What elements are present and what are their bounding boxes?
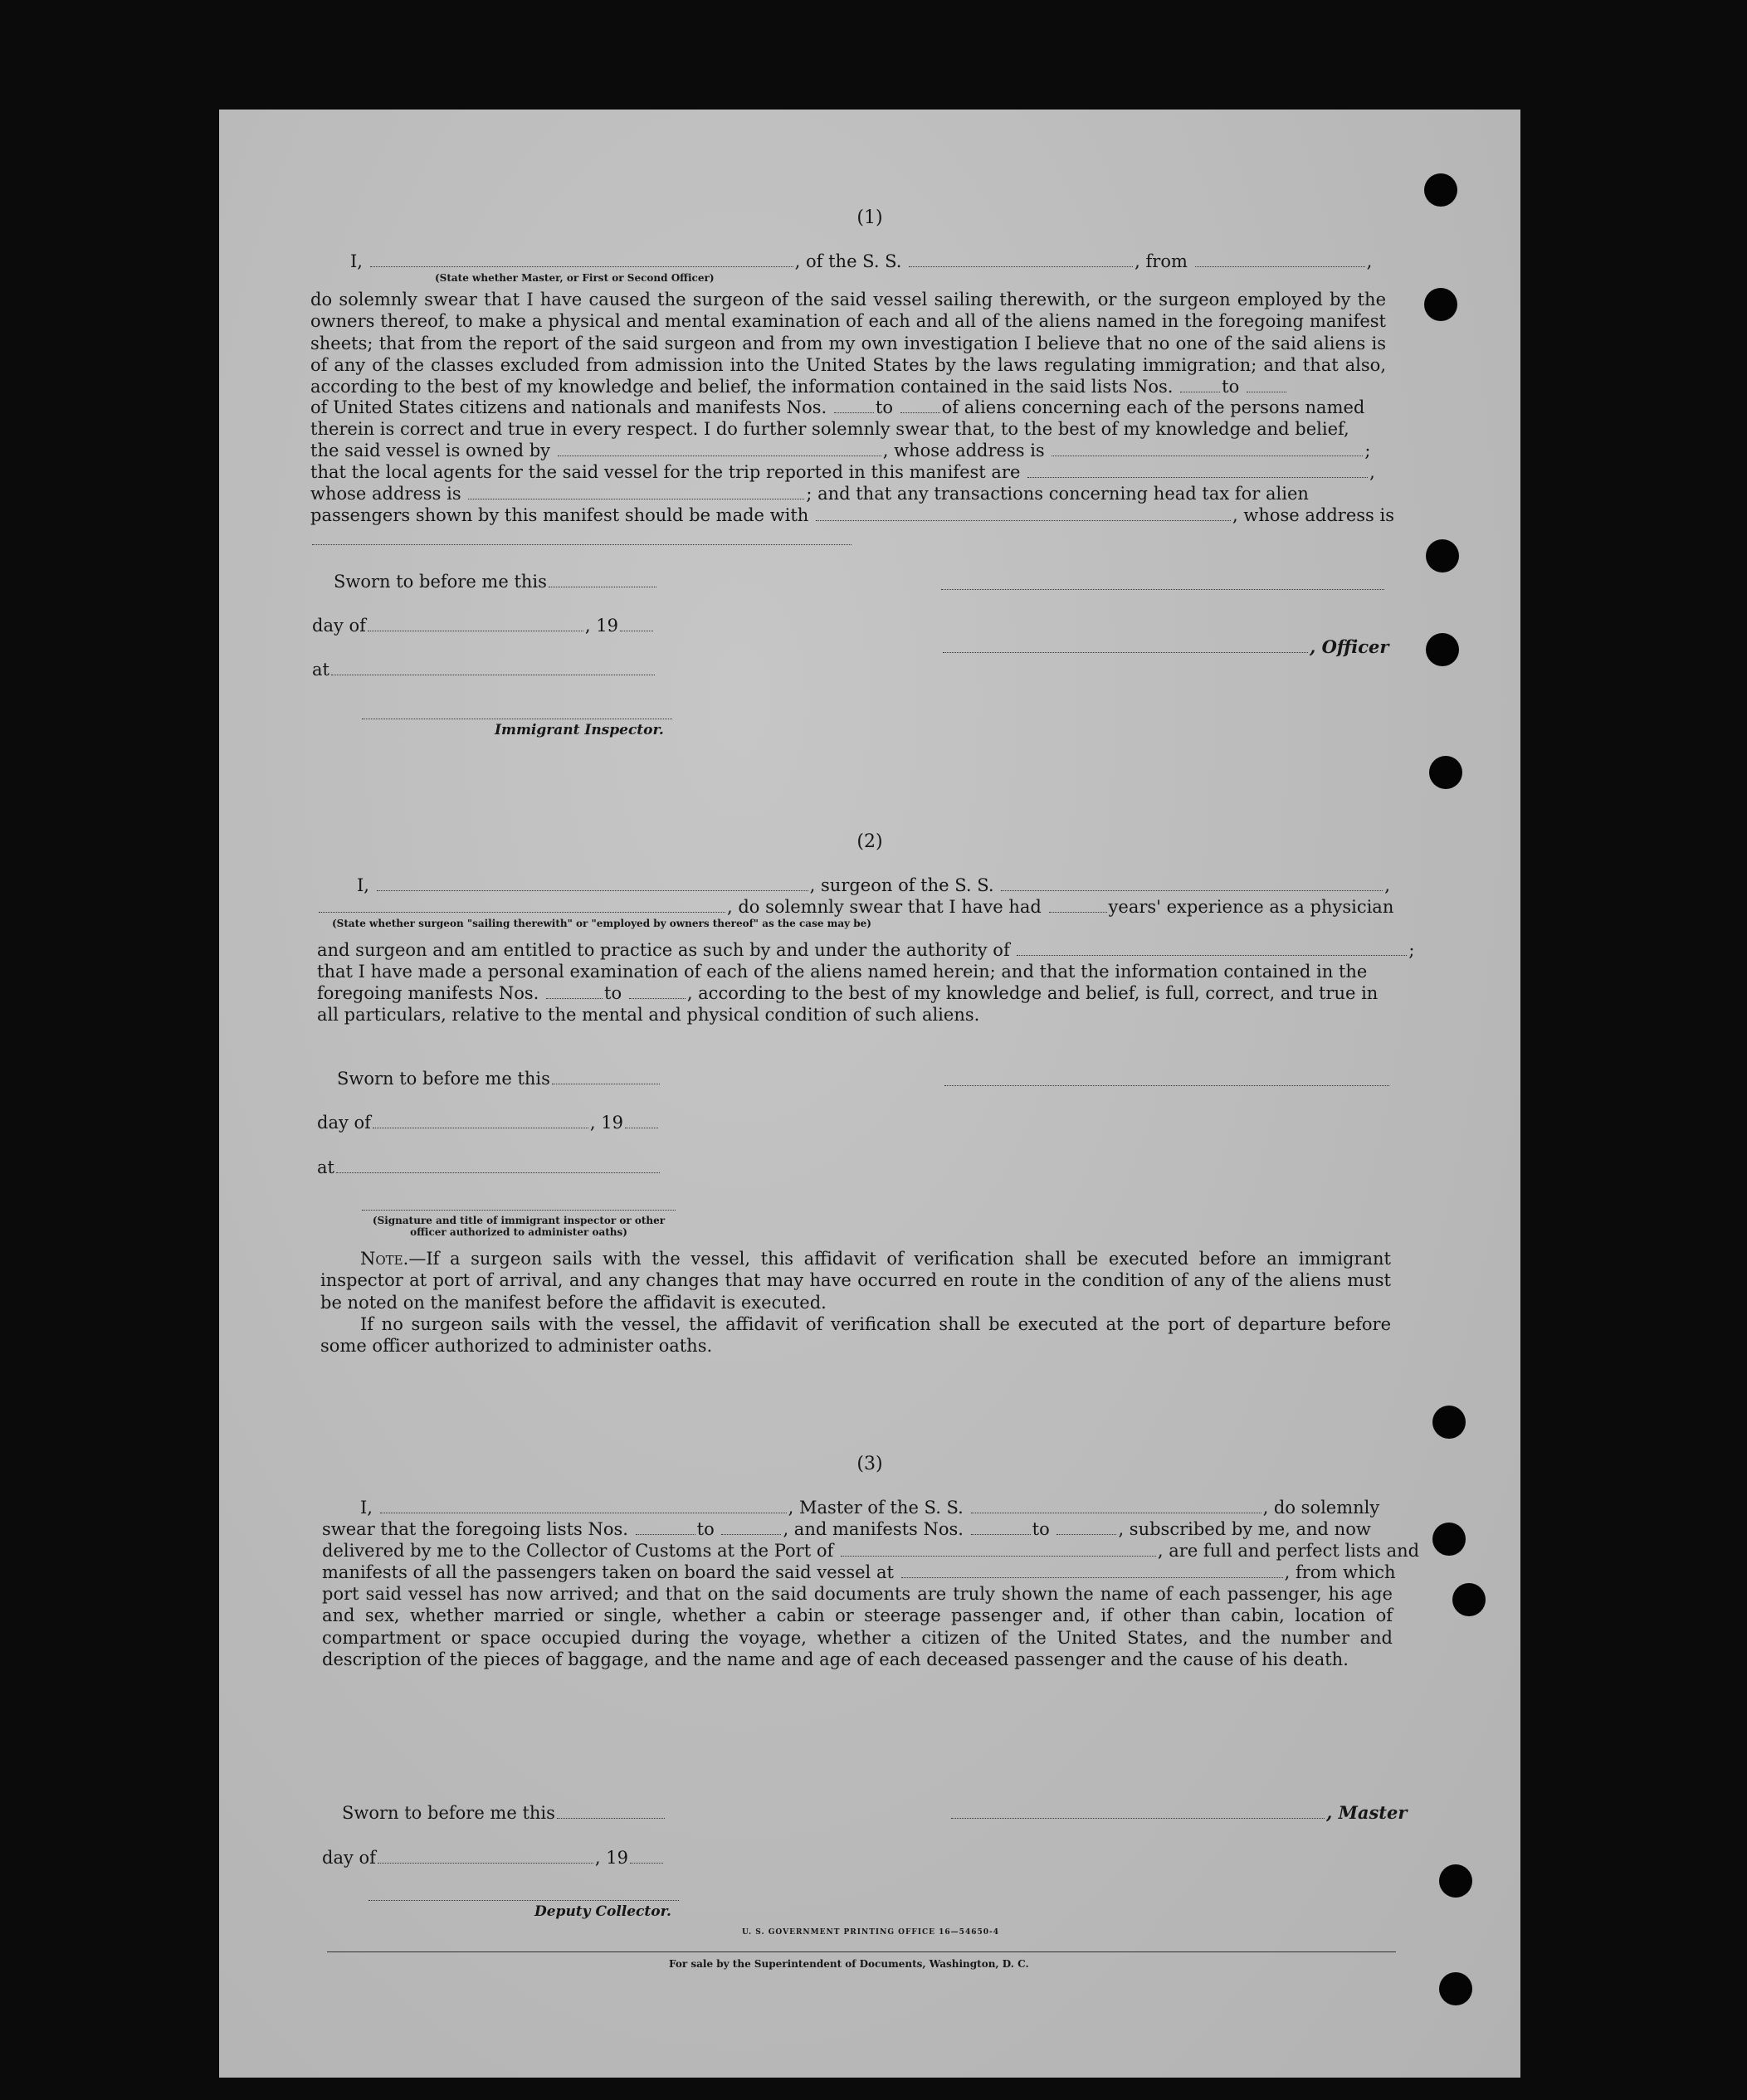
s1-at: at: [312, 659, 656, 680]
s1-inspector: Immigrant Inspector.: [495, 722, 664, 738]
s1-line1: I, , of the S. S. , from ,: [350, 251, 1373, 271]
s2-line2: , do solemnly swear that I have had years' experience as a physician: [317, 896, 1393, 918]
s2-sig-line: [362, 1210, 676, 1211]
s2-line4: that I have made a personal examination of each of the aliens named herein; and that the information contained in the: [317, 962, 1368, 982]
s3-deputy: Deputy Collector.: [534, 1903, 671, 1920]
s1-officer-sign-line: [941, 589, 1384, 590]
punch-hole: [1432, 1523, 1466, 1556]
s3-line2: swear that the foregoing lists Nos. to , and manifests Nos. to , subscribed by me, and now: [322, 1519, 1371, 1539]
form-page: [219, 110, 1520, 2078]
s1-sworn: Sworn to before me this: [334, 571, 658, 592]
s2-line5: foregoing manifests Nos. to , according to the best of my knowledge and belief, is full, correct, and true in: [317, 983, 1379, 1003]
s1-line-address: whose address is ; and that any transactions concerning head tax for alien: [310, 484, 1309, 504]
s1-line-passengers: passengers shown by this manifest should be made with , whose address is: [310, 505, 1394, 525]
s2-line6: all particulars, relative to the mental and physical condition of such aliens.: [317, 1005, 980, 1025]
s3-paragraph: port said vessel has now arrived; and that on the said documents are truly shown the name of each passenger, his age and sex, whether married or single, whether a cabin or steerage passenger and, if other than cabin, location of compartment or space occupied during the voyage, whether a citizen of the United States, and the number and description of the pieces of baggage, and the name and age of each deceased passenger and the cause of his death.: [322, 1584, 1393, 1669]
s3-line4: manifests of all the passengers taken on board the said vessel at , from which: [322, 1562, 1396, 1582]
s2-note-2: If no surgeon sails with the vessel, the affidavit of verification shall be executed at the port of departure before some officer authorized to administer oaths.: [320, 1314, 1391, 1357]
punch-hole: [1452, 1583, 1486, 1616]
s1-line-manifests: of United States citizens and nationals and manifests Nos. to of aliens concerning each of the persons named: [310, 397, 1365, 417]
s2-line3: and surgeon and am entitled to practice as such by and under the authority of ;: [317, 940, 1415, 960]
s2-line1: I, , surgeon of the S. S. ,: [357, 875, 1390, 895]
punch-hole: [1439, 1864, 1472, 1898]
punch-hole: [1439, 1972, 1472, 2005]
punch-hole: [1424, 288, 1457, 321]
punch-hole: [1426, 633, 1459, 666]
section-3-number: (3): [856, 1454, 883, 1474]
s2-sign-line: [944, 1085, 1389, 1086]
s3-sworn: Sworn to before me this: [342, 1802, 666, 1824]
punch-hole: [1426, 539, 1459, 573]
section-1-number: (1): [856, 207, 883, 228]
punch-hole: [1429, 756, 1462, 789]
section-2-number: (2): [856, 831, 883, 852]
s2-at: at: [317, 1157, 661, 1178]
s2-note: Note.—If a surgeon sails with the vessel, this affidavit of verification shall be executed before an immigrant inspector at port of arrival, and any changes that may have occurred en route in the condition of any of the aliens must be noted on the manifest before the affidavit is executed.: [320, 1249, 1391, 1313]
s3-line1: I, , Master of the S. S. , do solemnly: [360, 1498, 1380, 1518]
s3-master: , Master: [949, 1802, 1407, 1824]
s1-line-therein: therein is correct and true in every respect. I do further solemnly swear that, to the best of my knowledge and belief,: [310, 419, 1349, 439]
s3-line3: delivered by me to the Collector of Customs at the Port of , are full and perfect lists and: [322, 1541, 1420, 1561]
punch-hole: [1432, 1406, 1466, 1439]
footer-rule: [327, 1951, 1396, 1952]
s1-day: day of , 19: [312, 615, 655, 636]
s2-sworn: Sworn to before me this: [337, 1068, 661, 1089]
printing-office-line: U. S. GOVERNMENT PRINTING OFFICE 16—54650-4: [742, 1928, 999, 1937]
footer-sale-notice: For sale by the Superintendent of Documents, Washington, D. C.: [669, 1958, 1029, 1970]
s2-line2-note: (State whether surgeon "sailing therewith" or "employed by owners thereof" as the case may be): [332, 918, 871, 929]
s1-paragraph: do solemnly swear that I have caused the surgeon of the said vessel sailing therewith, or the surgeon employed by the owners thereof, to make a physical and mental examination of each and all of the aliens named in the foregoing manifest sheets; that from the report of the said surgeon and from my own investigation I believe that no one of the said aliens is of any of the classes excluded from admission into the United States by the laws regulating immigration; and that also, according to the best of my knowledge and belief, the information contained in the said lists Nos. to: [310, 290, 1386, 397]
s1-officer: , Officer: [941, 636, 1388, 658]
s1-line1-note: (State whether Master, or First or Second Officer): [435, 272, 715, 284]
punch-hole: [1424, 173, 1457, 207]
s1-line-owned: the said vessel is owned by , whose address is ;: [310, 441, 1371, 460]
s2-day: day of , 19: [317, 1112, 660, 1133]
s3-deputy-line: [368, 1900, 679, 1901]
s3-day: day of , 19: [322, 1847, 665, 1869]
s2-sig-note: (Signature and title of immigrant inspector or other officer authorized to administer oaths): [372, 1215, 666, 1238]
s1-line-agents: that the local agents for the said vessel for the trip reported in this manifest are ,: [310, 462, 1375, 482]
s1-address-blank: [312, 544, 852, 545]
